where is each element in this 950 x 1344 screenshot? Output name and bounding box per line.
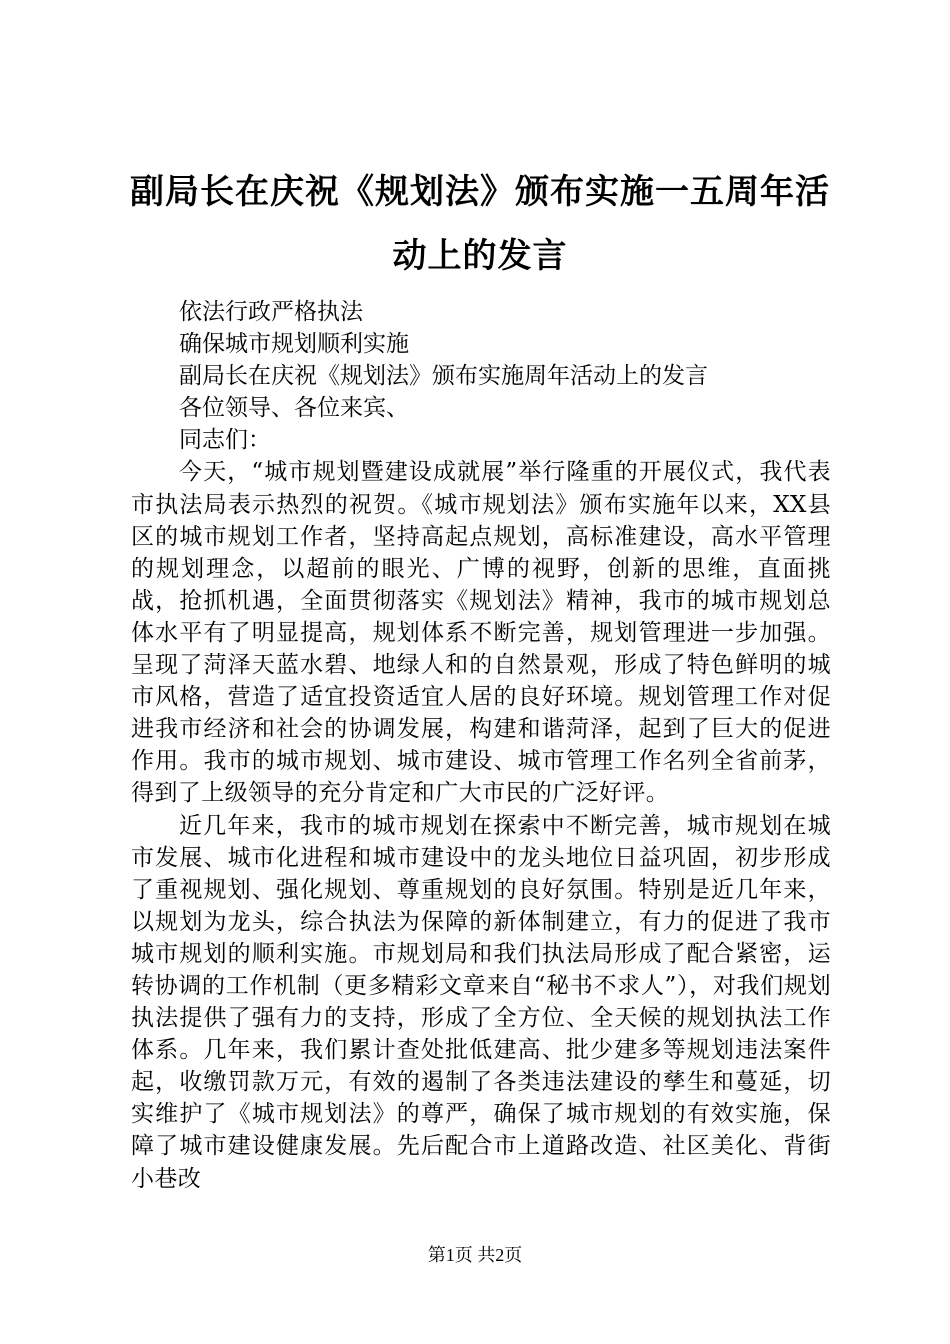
document-body [131, 296, 831, 1195]
body-paragraph-1: 今天，“城市规划暨建设成就展”举行隆重的开展仪式，我代表市执法局表示热烈的祝贺。《城市规划法》颁布实施年以来，XX县区的城市规划工作者，坚持高起点规划，高标准建设，高水平管理的规划理念，以超前的眼光、广博的视野，创新的思维，直面挑战，抢抓机遇，全面贯彻落实《规划法》精神，我市的城市规划总体水平有了明显提高，规划体系不断完善，规划管理进一步加强。呈现了菏泽天蓝水碧、地绿人和的自然景观，形成了特色鲜明的城市风格，营造了适宜投资适宜人居的良好环境。规划管理工作对促进我市经济和社会的协调发展，构建和谐菏泽，起到了巨大的促进作用。我市的城市规划、城市建设、城市管理工作名列全省前茅，得到了上级领导的充分肯定和广大市民的广泛好评。 [131, 459, 831, 807]
intro-line-3: 副局长在庆祝《规划法》颁布实施周年活动上的发言 [179, 363, 708, 390]
intro-line-1: 依法行政严格执法 [179, 299, 363, 325]
intro-line-4: 各位领导、各位来宾、 [179, 395, 409, 422]
document-title: 副局长在庆祝《规划法》颁布实施一五周年活动上的发言 [130, 172, 830, 276]
page-footer: 第1页 共2页 [427, 1245, 523, 1265]
body-paragraph-2: 近几年来，我市的城市规划在探索中不断完善，城市规划在城市发展、城市化进程和城市建设中的龙头地位日益巩固，初步形成了重视规划、强化规划、尊重规划的良好氛围。特别是近几年来，以规划为龙头，综合执法为保障的新体制建立，有力的促进了我市城市规划的顺利实施。市规划局和我们执法局形成了配合紧密，运转协调的工作机制（更多精彩文章来自“秘书不求人”），对我们规划执法提供了强有力的支持，形成了全方位、全天候的规划执法工作体系。几年来，我们累计查处批低建高、批少建多等规划违法案件起，收缴罚款万元，有效的遏制了各类违法建设的孳生和蔓延，切实维护了《城市规划法》的尊严，确保了城市规划的有效实施，保障了城市建设健康发展。先后配合市上道路改造、社区美化、背街小巷改 [131, 812, 831, 1192]
intro-line-2: 确保城市规划顺利实施 [179, 331, 409, 358]
intro-line-5: 同志们： [179, 427, 271, 454]
